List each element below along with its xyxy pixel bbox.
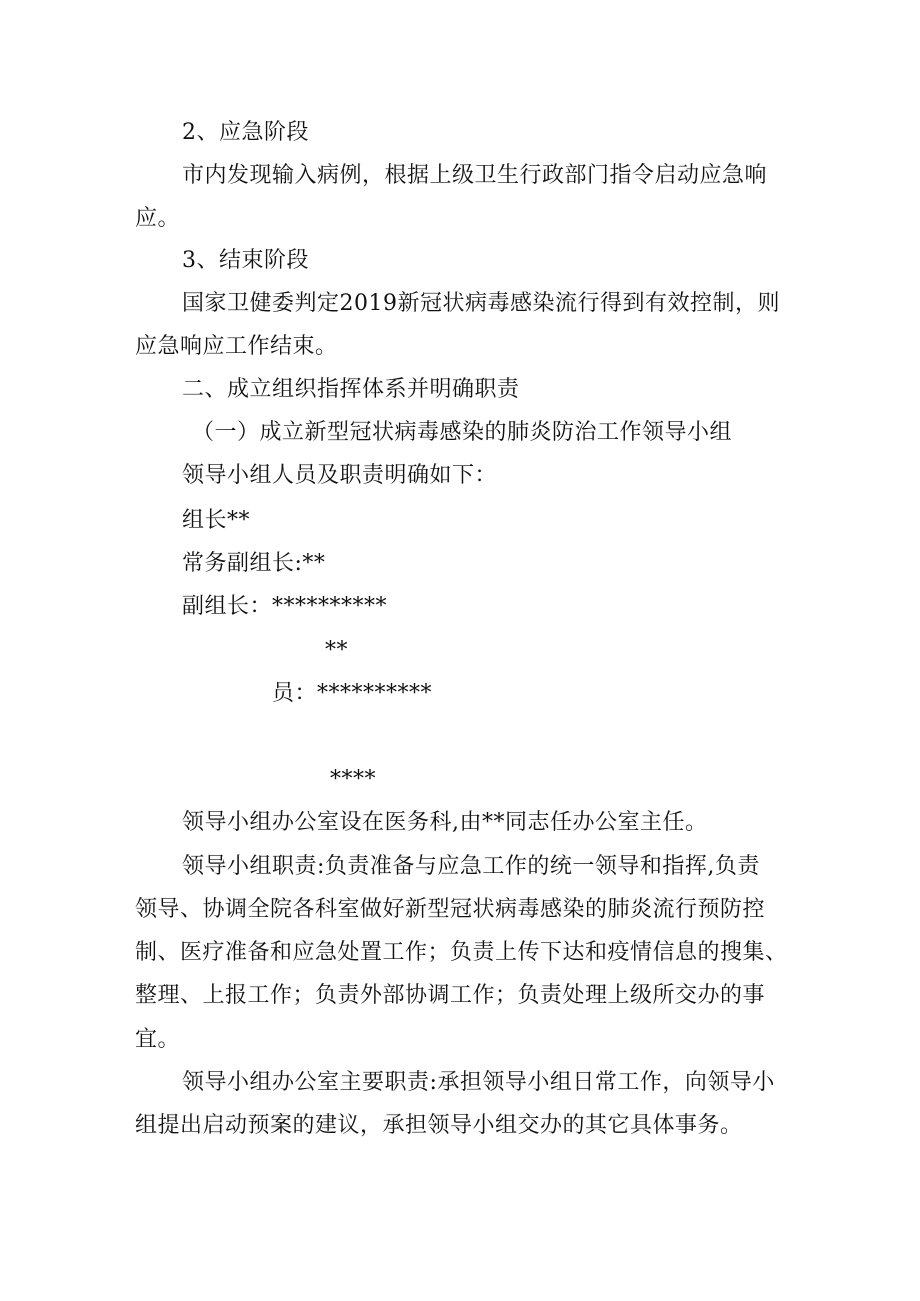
paragraph-line: 整理、上报工作；负责外部协调工作；负责处理上级所交办的事 bbox=[135, 983, 766, 1008]
paragraph-line: 应。 bbox=[135, 206, 181, 231]
masked-name-line: **** bbox=[330, 767, 376, 792]
executive-deputy-leader-line: 常务副组长:** bbox=[182, 551, 326, 576]
paragraph-line: 市内发现输入病例，根据上级卫生行政部门指令启动应急响 bbox=[182, 163, 768, 188]
section-heading: 二、成立组织指挥体系并明确职责 bbox=[182, 377, 520, 402]
paragraph-line: 领导小组人员及职责明确如下： bbox=[182, 463, 498, 488]
heading-end-stage: 3、结束阶段 bbox=[182, 248, 309, 273]
paragraph-line: 国家卫健委判定2019新冠状病毒感染流行得到有效控制，则 bbox=[182, 291, 780, 316]
paragraph-line: 领导小组职责:负责准备与应急工作的统一领导和指挥,负责 bbox=[182, 854, 760, 879]
masked-name-line: ** bbox=[325, 638, 348, 663]
leader-line: 组长** bbox=[182, 508, 251, 533]
paragraph-line: 应急响应工作结束。 bbox=[135, 334, 338, 359]
paragraph-line: 领导小组办公室主要职责:承担领导小组日常工作，向领导小 bbox=[182, 1070, 775, 1095]
paragraph-line: 宜。 bbox=[135, 1027, 181, 1052]
paragraph-line: 领导、协调全院各科室做好新型冠状病毒感染的肺炎流行预防控 bbox=[135, 897, 766, 922]
paragraph-line: 组提出启动预案的建议，承担领导小组交办的其它具体事务。 bbox=[135, 1113, 743, 1138]
paragraph-line: 领导小组办公室设在医务科,由**同志任办公室主任。 bbox=[182, 810, 708, 835]
paragraph-line: 制、医疗准备和应急处置工作；负责上传下达和疫情信息的搜集、 bbox=[135, 940, 788, 965]
deputy-leader-line: 副组长：********** bbox=[182, 594, 388, 619]
heading-emergency-stage: 2、应急阶段 bbox=[182, 120, 309, 145]
member-line: 员：********** bbox=[272, 681, 433, 706]
subsection-heading: （一）成立新型冠状病毒感染的肺炎防治工作领导小组 bbox=[192, 420, 733, 445]
